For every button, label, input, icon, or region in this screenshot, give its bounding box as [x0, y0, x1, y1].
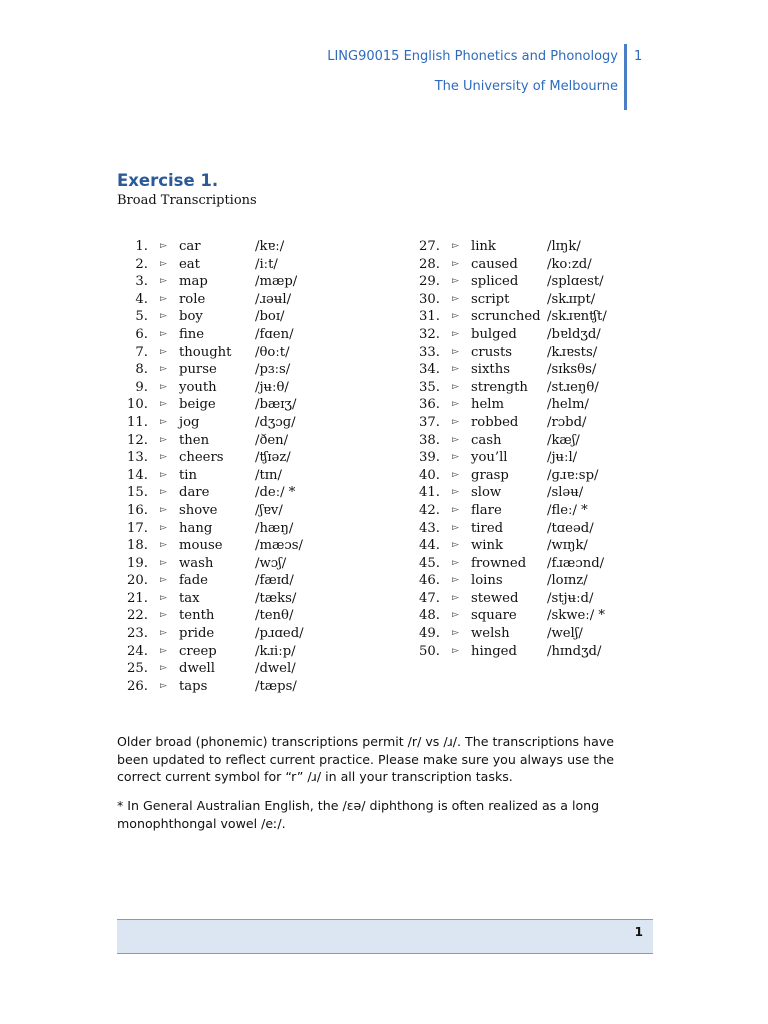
item-number: 45. — [419, 555, 440, 571]
item-transcription: /dwel/ — [255, 661, 296, 677]
item-word: tin — [179, 467, 198, 483]
bullet-arrow-icon: ▻ — [160, 276, 167, 287]
item-number: 36. — [419, 397, 440, 413]
bullet-arrow-icon: ▻ — [160, 663, 167, 674]
bullet-arrow-icon: ▻ — [160, 328, 167, 339]
bullet-arrow-icon: ▻ — [452, 469, 459, 480]
item-word: script — [471, 291, 510, 307]
list-item — [414, 396, 674, 414]
bullet-arrow-icon: ▻ — [160, 258, 167, 269]
list-item — [122, 238, 382, 256]
list-item — [414, 555, 674, 573]
list-item — [122, 361, 382, 379]
list-item — [122, 502, 382, 520]
item-number: 21. — [127, 590, 148, 606]
item-transcription: /hæŋ/ — [255, 520, 294, 536]
item-transcription: /fɑen/ — [255, 326, 294, 342]
item-word: grasp — [471, 467, 509, 483]
item-transcription: /jʉːl/ — [547, 450, 578, 466]
footer-bar — [117, 919, 653, 954]
item-number: 23. — [127, 626, 148, 642]
item-word: square — [471, 608, 517, 624]
item-word: taps — [179, 678, 208, 694]
item-transcription: /kɐː/ — [255, 239, 285, 254]
item-number: 19. — [127, 555, 148, 571]
list-item — [414, 414, 674, 432]
bullet-arrow-icon: ▻ — [160, 399, 167, 410]
item-number: 6. — [135, 326, 148, 342]
bullet-arrow-icon: ▻ — [452, 328, 459, 339]
bullet-arrow-icon: ▻ — [160, 487, 167, 498]
list-item — [122, 396, 382, 414]
item-number: 32. — [419, 326, 440, 342]
list-item — [122, 520, 382, 538]
item-transcription: /pɜːs/ — [255, 362, 291, 378]
list-item — [122, 555, 382, 573]
bullet-arrow-icon: ▻ — [452, 258, 459, 269]
header-university: The University of Melbourne — [434, 79, 618, 94]
item-word: youth — [179, 379, 217, 395]
item-transcription: /ʧɪəz/ — [255, 450, 291, 466]
item-transcription: /mæp/ — [255, 274, 298, 290]
word-list-left — [122, 238, 382, 695]
item-number: 44. — [419, 538, 440, 554]
list-item — [414, 326, 674, 344]
bullet-arrow-icon: ▻ — [160, 311, 167, 322]
list-item — [122, 537, 382, 555]
item-transcription: /ɡɹɐːsp/ — [547, 467, 599, 483]
item-transcription: /ʃɐv/ — [255, 502, 283, 518]
item-transcription: /dʒɔɡ/ — [255, 414, 296, 430]
item-transcription: /skɹɪpt/ — [547, 291, 596, 307]
item-number: 5. — [135, 309, 148, 325]
item-number: 41. — [419, 485, 440, 501]
item-number: 29. — [419, 274, 440, 290]
list-item — [414, 379, 674, 397]
bullet-arrow-icon: ▻ — [452, 346, 459, 357]
item-transcription: /sɪksθs/ — [547, 362, 597, 378]
bullet-arrow-icon: ▻ — [452, 645, 459, 656]
item-word: helm — [471, 397, 505, 413]
bullet-arrow-icon: ▻ — [160, 540, 167, 551]
item-number: 7. — [135, 344, 148, 360]
item-word: scrunched — [471, 309, 541, 325]
item-transcription: /pɹɑed/ — [255, 626, 304, 642]
item-transcription: /ɹəʉl/ — [255, 291, 292, 307]
item-transcription: /fæɪd/ — [255, 573, 294, 589]
list-item — [414, 238, 674, 256]
item-word: sixths — [471, 362, 510, 378]
list-item — [414, 449, 674, 467]
item-word: crusts — [471, 344, 513, 360]
item-transcription: /tɪn/ — [255, 467, 282, 483]
item-number: 16. — [127, 502, 148, 518]
item-number: 20. — [127, 573, 148, 589]
item-word: caused — [471, 256, 518, 272]
item-number: 1. — [135, 239, 148, 254]
bullet-arrow-icon: ▻ — [452, 434, 459, 445]
list-item — [414, 467, 674, 485]
list-item — [414, 484, 674, 502]
item-number: 26. — [127, 678, 148, 694]
item-number: 27. — [419, 239, 440, 254]
bullet-arrow-icon: ▻ — [452, 452, 459, 463]
item-transcription: /tæps/ — [255, 678, 297, 694]
bullet-arrow-icon: ▻ — [160, 293, 167, 304]
list-item — [414, 590, 674, 608]
item-number: 17. — [127, 520, 148, 536]
header-course-title: LING90015 English Phonetics and Phonology — [327, 49, 618, 64]
bullet-arrow-icon: ▻ — [452, 416, 459, 427]
bullet-arrow-icon: ▻ — [452, 293, 459, 304]
item-number: 14. — [127, 467, 148, 483]
item-number: 43. — [419, 520, 440, 536]
item-number: 50. — [419, 643, 440, 659]
item-transcription: /rɔbd/ — [547, 414, 587, 430]
bullet-arrow-icon: ▻ — [160, 416, 167, 427]
item-word: beige — [179, 397, 216, 413]
list-item — [414, 361, 674, 379]
item-number: 40. — [419, 467, 440, 483]
list-item — [122, 572, 382, 590]
item-number: 2. — [135, 256, 148, 272]
bullet-arrow-icon: ▻ — [160, 522, 167, 533]
list-item — [414, 607, 674, 625]
item-word: frowned — [471, 555, 527, 571]
list-item — [122, 414, 382, 432]
item-transcription: /bæɪʒ/ — [255, 397, 297, 413]
item-word: tenth — [179, 608, 215, 624]
item-number: 48. — [419, 608, 440, 624]
item-number: 42. — [419, 502, 440, 518]
item-transcription: /koːzd/ — [547, 256, 592, 272]
item-number: 31. — [419, 309, 440, 325]
list-item — [122, 344, 382, 362]
list-item — [414, 432, 674, 450]
bullet-arrow-icon: ▻ — [452, 487, 459, 498]
item-word: hang — [179, 520, 213, 536]
item-number: 39. — [419, 450, 440, 466]
bullet-arrow-icon: ▻ — [160, 592, 167, 603]
bullet-arrow-icon: ▻ — [160, 680, 167, 691]
bullet-arrow-icon: ▻ — [160, 452, 167, 463]
list-item — [122, 590, 382, 608]
item-word: loins — [471, 573, 503, 589]
item-transcription: /tæks/ — [255, 590, 297, 606]
item-transcription: /boɪ/ — [255, 309, 285, 325]
item-transcription: /kæʃ/ — [547, 432, 580, 448]
item-transcription: /tenθ/ — [255, 608, 294, 624]
item-word: purse — [179, 362, 217, 378]
item-word: cheers — [179, 450, 224, 466]
item-word: robbed — [471, 414, 519, 430]
item-word: dwell — [179, 661, 215, 677]
item-transcription: /kɹɐsts/ — [547, 344, 598, 360]
item-word: tax — [179, 590, 200, 606]
bullet-arrow-icon: ▻ — [452, 522, 459, 533]
bullet-arrow-icon: ▻ — [160, 645, 167, 656]
item-transcription: /wɪŋk/ — [547, 538, 588, 554]
list-item — [122, 484, 382, 502]
item-transcription: /stjʉːd/ — [547, 590, 594, 606]
item-word: jog — [179, 414, 200, 430]
item-number: 38. — [419, 432, 440, 448]
list-item — [414, 502, 674, 520]
item-transcription: /jʉːθ/ — [255, 379, 289, 395]
item-word: tired — [471, 520, 504, 536]
item-number: 12. — [127, 432, 148, 448]
list-item — [414, 256, 674, 274]
bullet-arrow-icon: ▻ — [452, 610, 459, 621]
item-transcription: /welʃ/ — [547, 626, 583, 642]
item-number: 34. — [419, 362, 440, 378]
list-item — [122, 467, 382, 485]
item-number: 13. — [127, 450, 148, 466]
item-number: 4. — [135, 291, 148, 307]
list-item — [414, 273, 674, 291]
item-word: fine — [179, 326, 205, 342]
item-number: 9. — [135, 379, 148, 395]
bullet-arrow-icon: ▻ — [160, 434, 167, 445]
item-word: mouse — [179, 538, 223, 554]
list-item — [122, 660, 382, 678]
item-transcription: /kɹiːp/ — [255, 643, 296, 659]
item-word: dare — [179, 485, 210, 501]
bullet-arrow-icon: ▻ — [452, 241, 459, 251]
footer-page-number: 1 — [634, 925, 643, 939]
item-word: creep — [179, 643, 217, 659]
list-item — [414, 537, 674, 555]
bullet-arrow-icon: ▻ — [452, 628, 459, 639]
item-transcription: /bɐldʒd/ — [547, 326, 601, 342]
item-number: 10. — [127, 397, 148, 413]
item-word: you’ll — [471, 450, 508, 466]
item-word: slow — [471, 485, 502, 501]
list-item — [122, 308, 382, 326]
item-word: cash — [471, 432, 502, 448]
bullet-arrow-icon: ▻ — [452, 592, 459, 603]
list-item — [122, 256, 382, 274]
item-word: fade — [179, 573, 208, 589]
exercise-subtitle: Broad Transcriptions — [117, 193, 257, 208]
item-number: 33. — [419, 344, 440, 360]
item-transcription: /fɹæɔnd/ — [547, 555, 605, 571]
list-item — [122, 625, 382, 643]
bullet-arrow-icon: ▻ — [452, 575, 459, 586]
item-word: map — [179, 274, 208, 290]
exercise-title: Exercise 1. — [117, 171, 219, 190]
bullet-arrow-icon: ▻ — [160, 504, 167, 515]
list-item — [122, 449, 382, 467]
bullet-arrow-icon: ▻ — [452, 540, 459, 551]
bullet-arrow-icon: ▻ — [160, 575, 167, 586]
item-transcription: /loɪnz/ — [547, 573, 588, 589]
item-number: 49. — [419, 626, 440, 642]
list-item — [414, 625, 674, 643]
list-item — [122, 273, 382, 291]
bullet-arrow-icon: ▻ — [160, 364, 167, 375]
item-word: boy — [179, 309, 203, 325]
item-word: strength — [471, 379, 528, 395]
list-item — [414, 520, 674, 538]
item-number: 25. — [127, 661, 148, 677]
item-transcription: /ðen/ — [255, 432, 289, 448]
item-transcription: /deː/ * — [255, 485, 296, 501]
bullet-arrow-icon: ▻ — [452, 381, 459, 392]
item-number: 46. — [419, 573, 440, 589]
item-word: link — [471, 239, 496, 254]
item-transcription: /lɪŋk/ — [547, 239, 581, 254]
bullet-arrow-icon: ▻ — [452, 504, 459, 515]
bullet-arrow-icon: ▻ — [160, 241, 167, 251]
item-word: stewed — [471, 590, 519, 606]
item-number: 22. — [127, 608, 148, 624]
item-word: flare — [471, 502, 502, 518]
item-word: car — [179, 239, 201, 254]
bullet-arrow-icon: ▻ — [160, 610, 167, 621]
list-item — [122, 678, 382, 696]
item-transcription: /sləʉ/ — [547, 485, 584, 501]
bullet-arrow-icon: ▻ — [160, 346, 167, 357]
item-number: 47. — [419, 590, 440, 606]
item-word: then — [179, 432, 210, 448]
item-number: 18. — [127, 538, 148, 554]
item-word: eat — [179, 256, 200, 272]
item-transcription: /stɹeŋθ/ — [547, 379, 599, 395]
item-transcription: /iːt/ — [255, 256, 278, 272]
item-word: thought — [179, 344, 232, 360]
bullet-arrow-icon: ▻ — [160, 628, 167, 639]
item-number: 3. — [135, 274, 148, 290]
item-transcription: /fleː/ * — [547, 502, 588, 518]
list-item — [122, 326, 382, 344]
item-number: 15. — [127, 485, 148, 501]
note-paragraph: Older broad (phonemic) transcriptions permit /r/ vs /ɹ/. The transcriptions have been updated to reflect current practice. Please make sure you always use the correct current symbol for “r” /ɹ/ in all your transcription tasks. — [117, 734, 615, 785]
item-transcription: /wɔʃ/ — [255, 555, 287, 571]
bullet-arrow-icon: ▻ — [452, 311, 459, 322]
bullet-arrow-icon: ▻ — [452, 276, 459, 287]
list-item — [122, 643, 382, 661]
bullet-arrow-icon: ▻ — [452, 364, 459, 375]
list-item — [122, 291, 382, 309]
item-word: shove — [179, 502, 218, 518]
bullet-arrow-icon: ▻ — [160, 557, 167, 568]
item-transcription: /θoːt/ — [255, 344, 290, 360]
list-item — [122, 607, 382, 625]
bullet-arrow-icon: ▻ — [160, 381, 167, 392]
item-transcription: /helm/ — [547, 397, 589, 413]
item-transcription: /tɑeəd/ — [547, 520, 594, 536]
item-transcription: /splɑest/ — [547, 274, 604, 290]
item-word: wink — [471, 538, 503, 554]
item-word: spliced — [471, 274, 519, 290]
item-word: wash — [179, 555, 214, 571]
header-page-number: 1 — [634, 49, 643, 64]
word-list-right — [414, 238, 674, 660]
item-number: 28. — [419, 256, 440, 272]
header-divider — [624, 44, 627, 110]
list-item — [122, 432, 382, 450]
item-number: 24. — [127, 643, 148, 659]
item-transcription: /mæɔs/ — [255, 538, 303, 554]
item-word: role — [179, 291, 206, 307]
item-transcription: /skweː/ * — [547, 608, 605, 624]
item-number: 37. — [419, 414, 440, 430]
item-transcription: /hɪndʒd/ — [547, 643, 602, 659]
item-transcription: /skɹɐnʧt/ — [547, 309, 607, 325]
list-item — [414, 344, 674, 362]
item-number: 30. — [419, 291, 440, 307]
bullet-arrow-icon: ▻ — [160, 469, 167, 480]
item-word: pride — [179, 626, 215, 642]
bullet-arrow-icon: ▻ — [452, 399, 459, 410]
list-item — [414, 643, 674, 661]
item-word: hinged — [471, 643, 517, 659]
item-word: welsh — [471, 626, 510, 642]
list-item — [414, 572, 674, 590]
bullet-arrow-icon: ▻ — [452, 557, 459, 568]
item-number: 11. — [127, 414, 148, 430]
list-item — [414, 308, 674, 326]
footnote-paragraph: * In General Australian English, the /ɛə/ diphthong is often realized as a long monophthongal vowel /eː/. — [117, 798, 600, 831]
item-number: 8. — [135, 362, 148, 378]
item-number: 35. — [419, 379, 440, 395]
list-item — [122, 379, 382, 397]
list-item — [414, 291, 674, 309]
item-word: bulged — [471, 326, 517, 342]
